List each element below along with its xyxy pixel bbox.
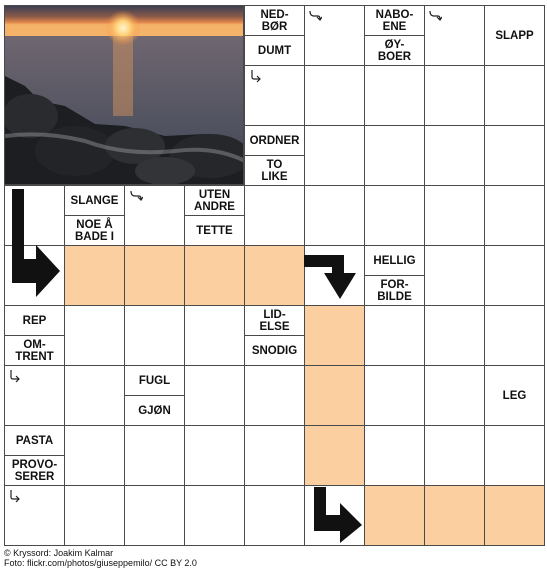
clue-text-to-like: TO LIKE <box>245 155 304 185</box>
puzzle-credit: © Kryssord: Joakim Kalmar <box>4 548 114 558</box>
answer-cell[interactable] <box>484 425 545 486</box>
answer-cell[interactable] <box>184 485 245 546</box>
answer-cell[interactable] <box>304 65 365 126</box>
answer-cell[interactable] <box>424 125 485 186</box>
highlighted-answer-cell[interactable] <box>304 305 365 366</box>
photo-credit: Foto: flickr.com/photos/giuseppemilo/ CC BY 2.0 <box>4 558 197 568</box>
answer-cell[interactable] <box>304 125 365 186</box>
clue-nedbor-dumt <box>244 5 305 66</box>
clue-leg <box>484 365 545 426</box>
arrow-down-icon <box>129 189 143 203</box>
arrow-down-right-icon <box>310 487 366 543</box>
answer-cell[interactable] <box>184 365 245 426</box>
clue-text-noe-a-bade-i: NOE Å BADE I <box>65 215 124 245</box>
clue-naboene-oyboer <box>364 5 425 66</box>
answer-cell[interactable] <box>484 245 545 306</box>
clue-text-pasta: PASTA <box>15 434 54 447</box>
clue-text-snodig: SNODIG <box>245 335 304 365</box>
answer-cell[interactable] <box>484 185 545 246</box>
answer-cell[interactable] <box>244 365 305 426</box>
answer-cell[interactable] <box>484 305 545 366</box>
clue-text-lidelse: LID- ELSE <box>259 308 290 333</box>
answer-cell[interactable] <box>424 65 485 126</box>
answer-cell[interactable] <box>184 425 245 486</box>
clue-text-oyboer: ØY- BOER <box>365 35 424 65</box>
clue-slapp <box>484 5 545 66</box>
answer-cell[interactable] <box>484 125 545 186</box>
highlighted-answer-cell[interactable] <box>64 245 125 306</box>
clue-text-uten-andre: UTEN ANDRE <box>194 188 235 213</box>
arrow-down-right-icon <box>8 189 64 299</box>
answer-cell[interactable] <box>424 305 485 366</box>
highlighted-answer-cell[interactable] <box>124 245 185 306</box>
highlighted-answer-cell[interactable] <box>424 485 485 546</box>
answer-cell[interactable] <box>244 425 305 486</box>
clue-slange-noe-a-bade-i <box>64 185 125 246</box>
clue-text-slange: SLANGE <box>70 194 119 207</box>
answer-cell[interactable] <box>424 425 485 486</box>
highlighted-answer-cell[interactable] <box>364 485 425 546</box>
answer-cell[interactable] <box>364 305 425 366</box>
answer-cell[interactable] <box>424 365 485 426</box>
clue-rep-omtrent <box>4 305 65 366</box>
clue-text-forbilde: FOR- BILDE <box>365 275 424 305</box>
arrow-down-icon <box>308 9 322 23</box>
credits <box>4 548 197 568</box>
answer-cell[interactable] <box>364 365 425 426</box>
clue-text-provoserer: PROVO- SERER <box>5 455 64 485</box>
clue-text-naboene: NABO- ENE <box>375 8 414 33</box>
answer-cell[interactable] <box>424 185 485 246</box>
answer-cell[interactable] <box>364 65 425 126</box>
clue-text-nedbor: NED- BØR <box>260 8 289 33</box>
arrow-right-icon <box>8 489 22 503</box>
answer-cell[interactable] <box>244 485 305 546</box>
clue-ordner-to-like <box>244 125 305 186</box>
sunset-image <box>5 6 244 185</box>
arrow-right-icon <box>249 69 263 83</box>
answer-cell[interactable] <box>184 305 245 366</box>
answer-cell[interactable] <box>124 485 185 546</box>
highlighted-answer-cell[interactable] <box>304 425 365 486</box>
clue-text-leg: LEG <box>502 389 527 402</box>
clue-hellig-forbilde <box>364 245 425 306</box>
highlighted-answer-cell[interactable] <box>484 485 545 546</box>
highlighted-answer-cell[interactable] <box>244 245 305 306</box>
answer-cell[interactable] <box>364 425 425 486</box>
clue-text-slapp: SLAPP <box>495 29 534 42</box>
clue-uten-andre-tette <box>184 185 245 246</box>
clue-pasta-provoserer <box>4 425 65 486</box>
clue-text-ordner: ORDNER <box>249 134 300 147</box>
answer-cell[interactable] <box>124 425 185 486</box>
clue-text-rep: REP <box>22 314 47 327</box>
arrow-right-down-icon <box>304 251 364 303</box>
arrow-right-icon <box>8 369 22 383</box>
sunset-photo <box>4 5 244 185</box>
answer-cell[interactable] <box>64 305 125 366</box>
answer-cell[interactable] <box>484 65 545 126</box>
answer-cell[interactable] <box>64 485 125 546</box>
clue-text-fugl: FUGL <box>138 374 171 387</box>
arrow-down-icon <box>428 9 442 23</box>
clue-text-hellig: HELLIG <box>373 254 416 267</box>
highlighted-answer-cell[interactable] <box>304 365 365 426</box>
answer-cell[interactable] <box>244 185 305 246</box>
answer-cell[interactable] <box>424 245 485 306</box>
clue-lidelse-snodig <box>244 305 305 366</box>
clue-text-tette: TETTE <box>185 215 244 245</box>
answer-cell[interactable] <box>304 185 365 246</box>
answer-cell[interactable] <box>364 185 425 246</box>
answer-cell[interactable] <box>364 125 425 186</box>
clue-text-gjon: GJØN <box>125 395 184 425</box>
answer-cell[interactable] <box>64 365 125 426</box>
answer-cell[interactable] <box>124 305 185 366</box>
clue-text-omtrent: OM- TRENT <box>5 335 64 365</box>
clue-fugl-gjon <box>124 365 185 426</box>
answer-cell[interactable] <box>64 425 125 486</box>
highlighted-answer-cell[interactable] <box>184 245 245 306</box>
clue-text-dumt: DUMT <box>245 35 304 65</box>
